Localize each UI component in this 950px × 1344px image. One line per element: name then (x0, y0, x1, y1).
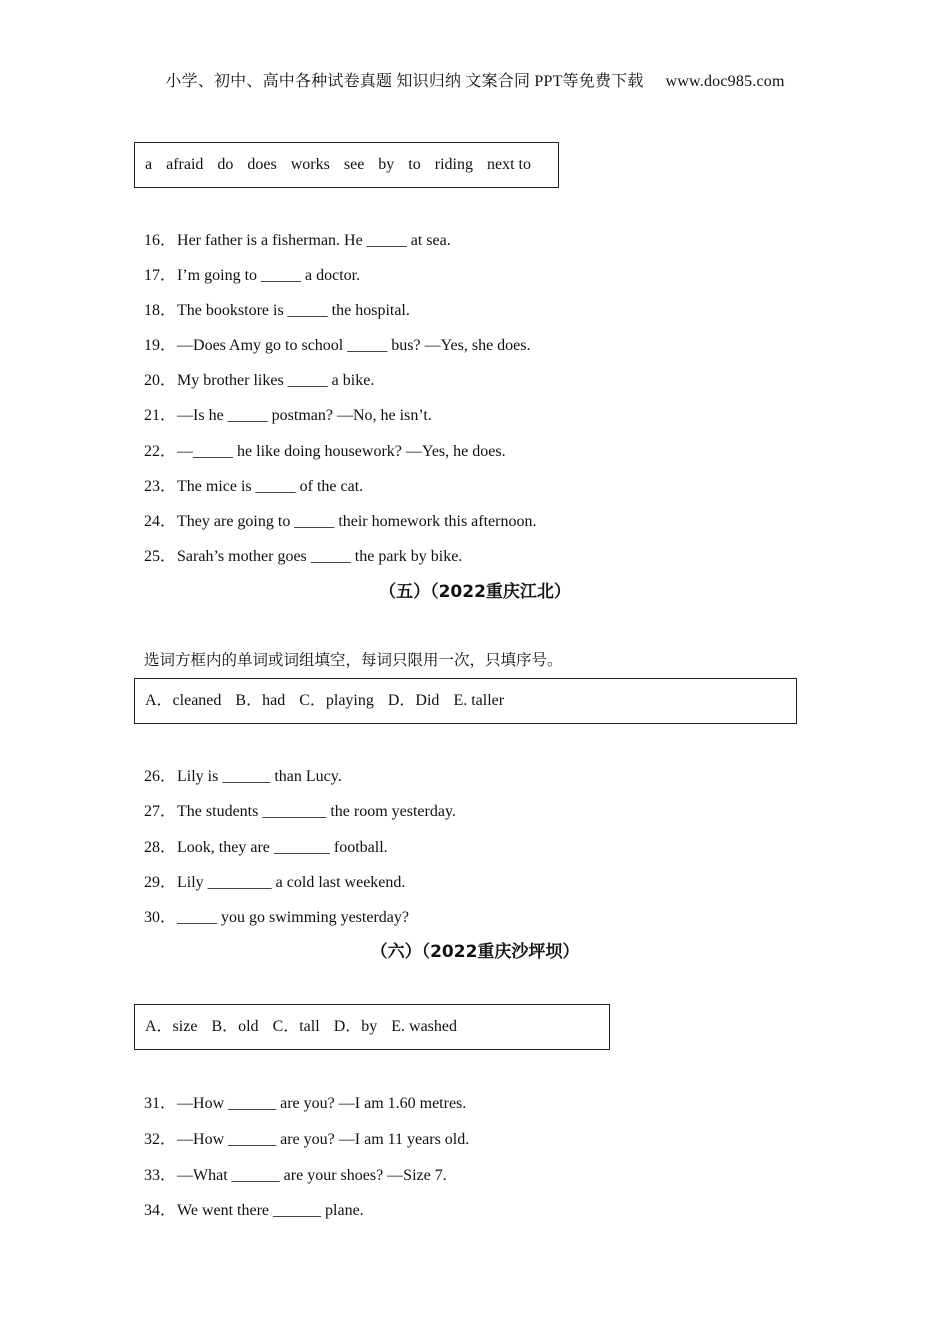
question-text: Her father is a fisherman. He _____ at sea. (177, 232, 451, 249)
question-item (144, 1090, 466, 1113)
question-number: 21． (144, 407, 177, 424)
question-text: Sarah’s mother goes _____ the park by bike. (177, 548, 463, 565)
word-option: E. taller (453, 692, 505, 709)
word-option: B．had (235, 692, 286, 709)
page-header (0, 68, 950, 91)
word-option: afraid (166, 156, 204, 173)
question-text: They are going to _____ their homework this afternoon. (177, 513, 537, 530)
question-number: 17． (144, 267, 177, 284)
question-number: 34． (144, 1202, 177, 1219)
question-text: —_____ he like doing housework? —Yes, he does. (177, 443, 506, 460)
question-item (144, 798, 456, 821)
question-text: We went there ______ plane. (177, 1202, 364, 1219)
word-box-section5 (134, 678, 797, 724)
word-option: C．playing (299, 692, 374, 709)
word-option: do (217, 156, 234, 173)
question-text: The mice is _____ of the cat. (177, 478, 364, 495)
question-text: The bookstore is _____ the hospital. (177, 302, 410, 319)
question-item (144, 1197, 364, 1220)
question-item (144, 508, 536, 531)
question-number: 20． (144, 372, 177, 389)
question-text: My brother likes _____ a bike. (177, 372, 375, 389)
question-text: —How ______ are you? —I am 11 years old. (177, 1131, 470, 1148)
question-number: 25． (144, 548, 177, 565)
word-option: to (408, 156, 421, 173)
word-option: works (290, 156, 330, 173)
word-box-section4 (134, 142, 559, 188)
question-number: 23． (144, 478, 177, 495)
question-item (144, 402, 432, 425)
question-number: 29． (144, 874, 177, 891)
word-box-section6 (134, 1004, 610, 1050)
question-number: 33． (144, 1167, 177, 1184)
word-option: A．size (145, 1018, 198, 1035)
question-item (144, 543, 462, 566)
question-item (144, 227, 451, 250)
question-number: 31． (144, 1095, 177, 1112)
word-option: by (378, 156, 395, 173)
question-text: The students ________ the room yesterday. (177, 803, 456, 820)
question-number: 30． (144, 909, 177, 926)
word-option: C．tall (272, 1018, 320, 1035)
question-text: —Does Amy go to school _____ bus? —Yes, she does. (177, 337, 531, 354)
section-title: （五）（2022重庆江北） (379, 582, 571, 602)
header-text: 小学、初中、高中各种试卷真题 知识归纳 文案合同 PPT等免费下载 (165, 73, 644, 90)
question-number: 32． (144, 1131, 177, 1148)
question-text: —Is he _____ postman? —No, he isn’t. (177, 407, 432, 424)
question-item (144, 473, 363, 496)
section-instruction: 选词方框内的单词或词组填空，每词只限用一次，只填序号。 (144, 651, 563, 669)
question-number: 22． (144, 443, 177, 460)
question-number: 18． (144, 302, 177, 319)
question-number: 27． (144, 803, 177, 820)
header-site: www.doc985.com (665, 73, 785, 90)
word-option: D．Did (387, 692, 440, 709)
word-option: E. washed (391, 1018, 458, 1035)
word-option: does (247, 156, 277, 173)
question-text: _____ you go swimming yesterday? (177, 909, 409, 926)
question-number: 26． (144, 768, 177, 785)
word-option: B．old (211, 1018, 259, 1035)
question-number: 24． (144, 513, 177, 530)
word-option: D．by (333, 1018, 378, 1035)
word-option: riding (434, 156, 473, 173)
question-number: 19． (144, 337, 177, 354)
question-number: 28． (144, 839, 177, 856)
question-item (144, 904, 409, 927)
question-item (144, 262, 360, 285)
question-text: —What ______ are your shoes? —Size 7. (177, 1167, 447, 1184)
question-text: Look, they are _______ football. (177, 839, 388, 856)
question-item (144, 297, 410, 320)
question-item (144, 1126, 469, 1149)
word-option: a (145, 156, 153, 173)
question-text: I’m going to _____ a doctor. (177, 267, 361, 284)
word-option: A．cleaned (145, 692, 222, 709)
question-item (144, 869, 405, 892)
question-number: 16． (144, 232, 177, 249)
question-text: —How ______ are you? —I am 1.60 metres. (177, 1095, 467, 1112)
question-item (144, 1162, 447, 1185)
word-option: next to (486, 156, 531, 173)
question-text: Lily ________ a cold last weekend. (177, 874, 406, 891)
question-text: Lily is ______ than Lucy. (177, 768, 342, 785)
question-item (144, 763, 342, 786)
question-item (144, 367, 374, 390)
question-item (144, 438, 506, 461)
word-option: see (343, 156, 365, 173)
question-item (144, 332, 531, 355)
question-item (144, 834, 388, 857)
section-title: （六）（2022重庆沙坪坝） (370, 942, 580, 962)
